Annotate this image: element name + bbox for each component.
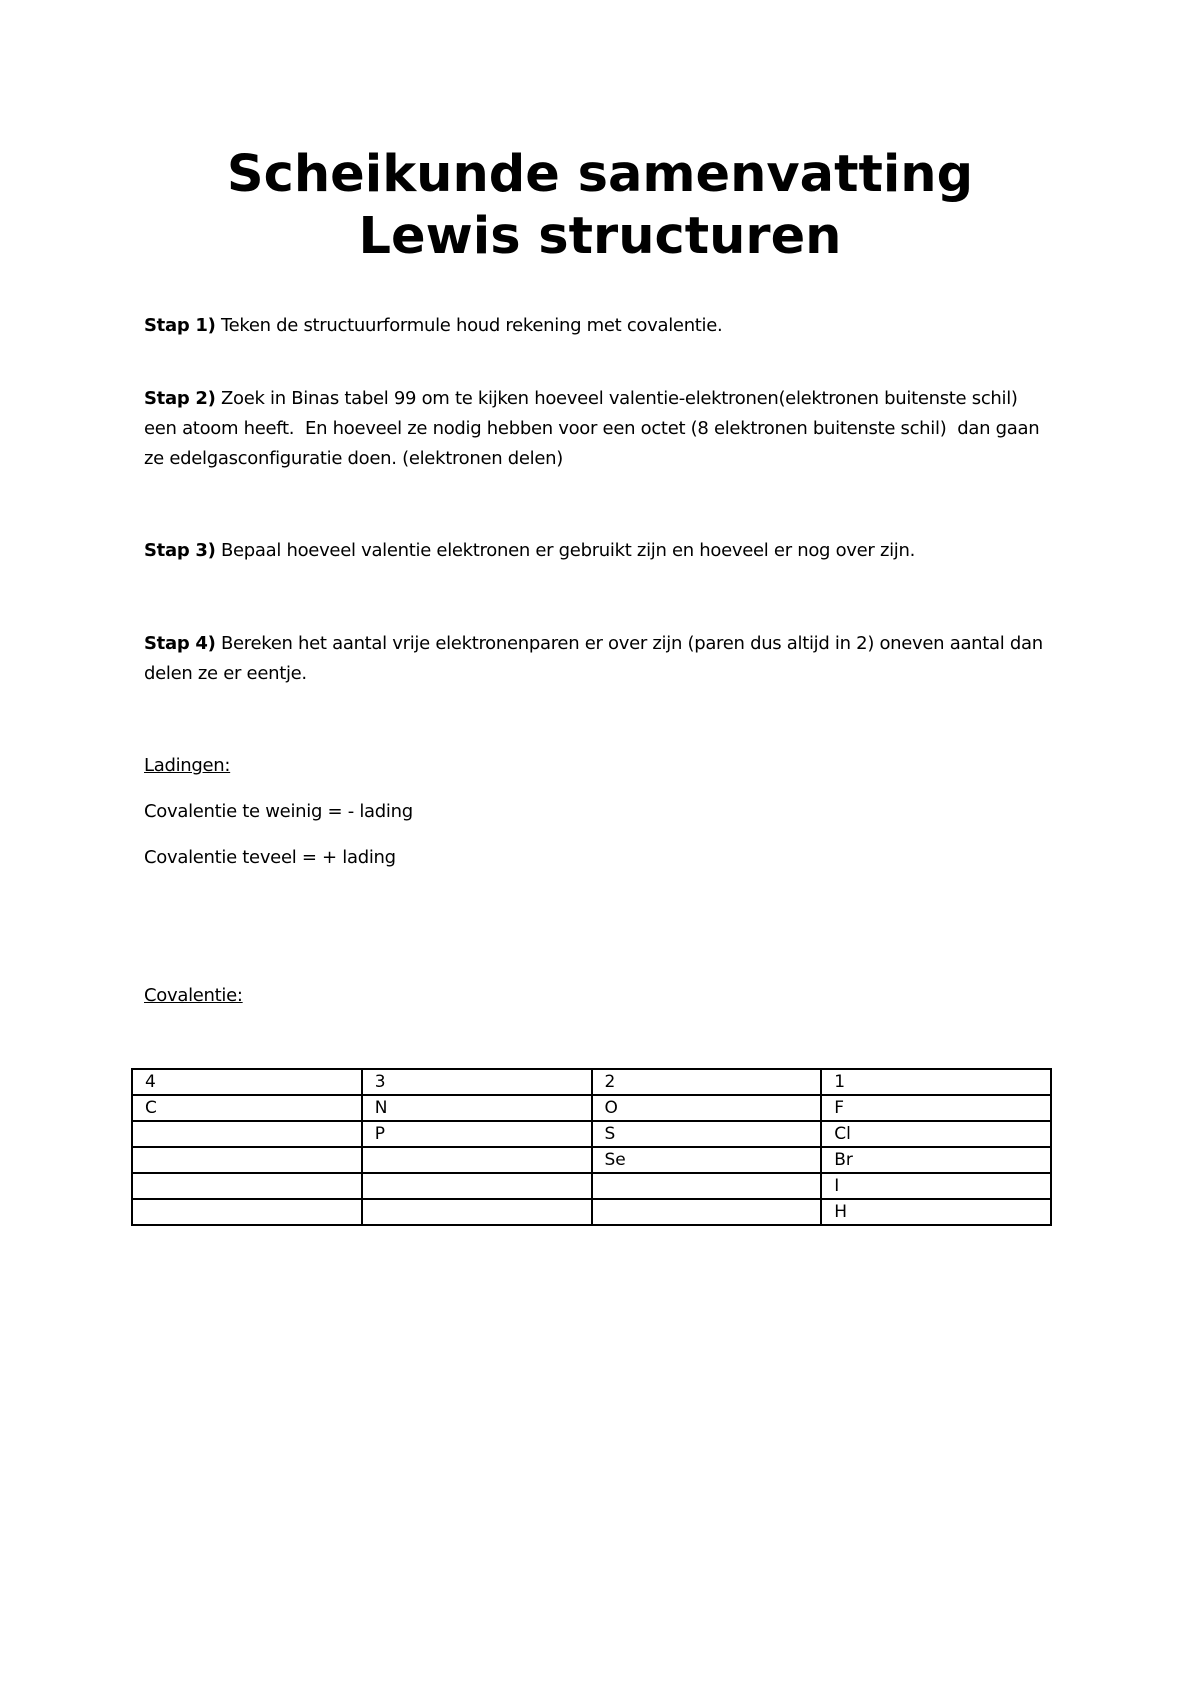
table-row — [132, 1147, 1051, 1173]
table-cell — [132, 1173, 362, 1199]
step-line — [144, 629, 1084, 659]
ladingen-line: Covalentie teveel = + lading — [144, 847, 396, 868]
document-subtitle: Lewis structuren — [358, 207, 842, 266]
table-row — [132, 1121, 1051, 1147]
step-text: Bepaal hoeveel valentie elektronen er gebruikt zijn en hoeveel er nog over zijn. — [220, 540, 916, 561]
table-cell: S — [592, 1121, 822, 1147]
table-cell — [362, 1147, 592, 1173]
step-4 — [144, 629, 1084, 689]
step-line — [144, 384, 1084, 414]
table-cell — [592, 1199, 822, 1225]
table-cell: Br — [821, 1147, 1051, 1173]
table-row — [132, 1173, 1051, 1199]
table-cell: N — [362, 1095, 592, 1121]
table-row — [132, 1095, 1051, 1121]
step-text: Teken de structuurformule houd rekening met covalentie. — [220, 315, 723, 336]
table-cell: 3 — [362, 1069, 592, 1095]
table-cell: C — [132, 1095, 362, 1121]
table-cell — [132, 1121, 362, 1147]
step-2 — [144, 384, 1084, 474]
table-row — [132, 1199, 1051, 1225]
covalentie-heading: Covalentie: — [144, 985, 243, 1006]
covalentie-table — [131, 1068, 1052, 1226]
table-cell: F — [821, 1095, 1051, 1121]
step-line: delen ze er eentje. — [144, 663, 307, 684]
table-cell: Se — [592, 1147, 822, 1173]
step-label: Stap 4) — [144, 633, 216, 654]
table-cell — [362, 1199, 592, 1225]
table-cell: O — [592, 1095, 822, 1121]
step-line: ze edelgasconfiguratie doen. (elektronen delen) — [144, 448, 563, 469]
step-label: Stap 2) — [144, 388, 216, 409]
table-cell: Cl — [821, 1121, 1051, 1147]
step-1 — [144, 311, 1084, 341]
table-cell — [132, 1147, 362, 1173]
table-row — [132, 1069, 1051, 1095]
table-cell: P — [362, 1121, 592, 1147]
ladingen-line: Covalentie te weinig = - lading — [144, 801, 413, 822]
step-label: Stap 3) — [144, 540, 216, 561]
table-cell — [132, 1199, 362, 1225]
step-3 — [144, 536, 1084, 566]
table-cell — [362, 1173, 592, 1199]
table-cell: I — [821, 1173, 1051, 1199]
step-line: een atoom heeft. En hoeveel ze nodig hebben voor een octet (8 elektronen buitenste schil) dan gaan — [144, 418, 1040, 439]
table-cell — [592, 1173, 822, 1199]
ladingen-heading: Ladingen: — [144, 755, 231, 776]
table-cell: H — [821, 1199, 1051, 1225]
document-title: Scheikunde samenvatting — [226, 145, 974, 204]
step-text: Zoek in Binas tabel 99 om te kijken hoeveel valentie-elektronen(elektronen buitenste schil) — [220, 388, 1018, 409]
step-text: Bereken het aantal vrije elektronenparen er over zijn (paren dus altijd in 2) oneven aantal dan — [220, 633, 1043, 654]
step-label: Stap 1) — [144, 315, 216, 336]
table-cell: 4 — [132, 1069, 362, 1095]
table-cell: 2 — [592, 1069, 822, 1095]
table-cell: 1 — [821, 1069, 1051, 1095]
